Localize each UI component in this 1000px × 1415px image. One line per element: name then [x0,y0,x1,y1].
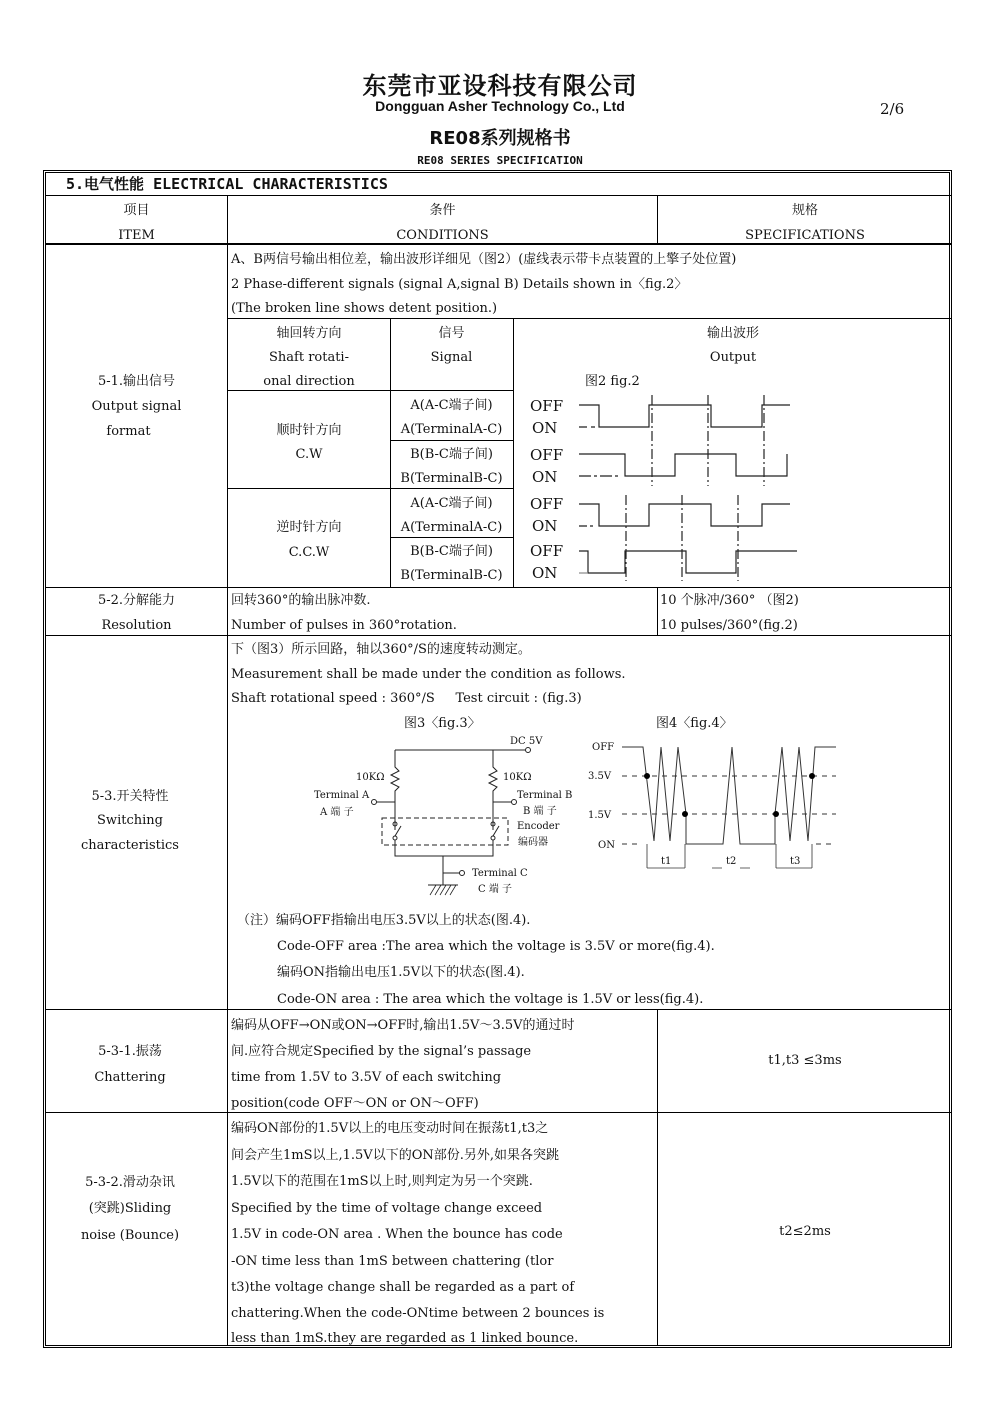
bounce-line: -ON time less than 1mS between chattering (tlor [231,1254,554,1269]
item-5-3-2-line: noise (Bounce) [80,1228,180,1243]
hdr-output-cn: 输出波形 [706,326,759,341]
row-5-1-desc-en: 2 Phase-different signals (signal A,signal B) Details shown in〈fig.2〉 [231,277,688,292]
page-number: 2/6 [880,100,905,118]
fig4-off-label: OFF [592,742,615,753]
col-header-spec-cn: 规格 [791,203,818,218]
company-name-en: Dongguan Asher Technology Co., Ltd [375,98,625,114]
divider [46,1112,952,1113]
bounce-line: 1.5V in code-ON area . When the bounce has code [231,1227,563,1242]
bounce-line: chattering.When the code-ONtime between 2 bounces is [231,1306,605,1321]
bounce-spec: t2≤2ms [779,1224,831,1239]
item-5-3-en-2: characteristics [81,838,179,853]
fig4-1.5v-label: 1.5V [588,810,612,821]
row-5-2-spec-cn: 10 个脉冲/360° （图2) [660,593,799,608]
ccw-cn: 逆时针方向 [276,520,342,535]
ccw-signal-b-en: B(TerminalB-C) [400,568,503,583]
hdr-signal-cn: 信号 [438,326,465,341]
document-subtitle: RE08 SERIES SPECIFICATION [417,154,583,167]
fig4-chattering-diagram [580,730,860,875]
crossing-point [809,773,815,779]
t1-label: t1 [661,856,672,867]
chattering-line: time from 1.5V to 3.5V of each switching [231,1070,502,1085]
ccw-signal-b-cn: B(B-C端子间) [410,544,493,559]
terminal-c-en: Terminal C [472,868,528,879]
row-5-1-note: (The broken line shows detent position.) [231,301,498,316]
cw-b-waveform [579,454,787,476]
wave-off-label: OFF [530,397,564,415]
terminal-c-cn: C 端 子 [478,884,513,895]
item-5-2-cn: 5-2.分解能力 [97,593,176,608]
hdr-direction-cn: 轴回转方向 [276,326,342,341]
item-5-3-2-line: (突跳)Sliding [88,1201,172,1216]
col-header-item-en: ITEM [118,228,155,243]
item-5-3-en: Switching [97,813,163,828]
res-a-label: 10KΩ [356,772,385,783]
encoder-cn: 编码器 [518,837,548,848]
row-5-2-spec-en: 10 pulses/360°(fig.2) [660,618,798,633]
ccw-signal-a-cn: A(A-C端子间) [410,496,493,511]
terminal-dc-icon [526,748,531,753]
terminal-a-en: Terminal A [314,790,370,801]
item-5-3-cn: 5-3.开关特性 [91,789,169,804]
wave-off-label: OFF [530,446,564,464]
crossing-point [682,811,688,817]
bounce-line: 间会产生1mS以上,1.5V以下的ON部份.另外,如果各突跳 [231,1148,559,1163]
res-b-label: 10KΩ [503,772,532,783]
t3-label: t3 [790,856,801,867]
item-5-1-en: Output signal [91,399,182,414]
fig2-label: 图2 fig.2 [585,374,640,389]
terminal-c-icon [460,871,465,876]
chattering-line: position(code OFF～ON or ON～OFF) [231,1096,479,1111]
t2-label: t2 [726,856,737,867]
wave-off-label: OFF [530,542,564,560]
row-5-3-cond-cn: 下（图3）所示回路，轴以360°/S的速度转动测定。 [231,642,531,657]
fig4-label: 图4〈fig.4〉 [656,716,733,731]
wave-on-label: ON [532,419,558,437]
cw-cn: 顺时针方向 [276,423,342,438]
hdr-direction-en-2: onal direction [263,374,355,389]
chattering-line: 编码从OFF→ON或ON→OFF时,输出1.5V～3.5V的通过时 [231,1018,575,1033]
ccw-b-waveform [579,551,797,573]
encoder-en: Encoder [517,821,560,832]
wave-on-label: ON [532,564,558,582]
col-header-item-cn: 项目 [123,203,150,218]
note-on-cn: 编码ON指输出电压1.5V以下的状态(图.4). [277,965,525,980]
bounce-line: 1.5V以下的范围在1mS以上时,则判定为另一个突跳. [231,1174,533,1189]
dc-5v-label: DC 5V [510,736,543,747]
bounce-line: Specified by the time of voltage change exceed [231,1201,543,1216]
item-5-1-en-2: format [106,424,151,439]
chattering-line: 间.应符合规定Specified by the signal’s passage [231,1044,532,1059]
ccw-signal-a-en: A(TerminalA-C) [400,520,503,535]
crossing-point [644,773,650,779]
terminal-b-en: Terminal B [517,790,573,801]
bounce-line: less than 1mS.they are regarded as 1 linked bounce. [231,1331,579,1346]
item-5-3-1-en: Chattering [94,1070,166,1085]
bounce-line: 编码ON部份的1.5V以上的电压变动时间在振荡t1,t3之 [231,1121,549,1136]
wave-on-label: ON [532,468,558,486]
company-name-cn: 东莞市亚设科技有限公司 [362,72,638,100]
fig4-3.5v-label: 3.5V [588,771,612,782]
fig3-test-circuit [300,730,580,905]
crossing-point [773,811,779,817]
wave-off-label: OFF [530,495,564,513]
col-header-spec-en: SPECIFICATIONS [745,228,865,243]
cw-en: C.W [295,447,323,462]
ccw-en: C.C.W [288,545,330,560]
fig2-waveform-diagram [514,391,814,587]
col-header-conditions-en: CONDITIONS [396,228,489,243]
note-off-cn: （注）编码OFF指输出电压3.5V以上的状态(图.4). [237,913,531,928]
fig3-label: 图3〈fig.3〉 [404,716,481,731]
cw-signal-a-cn: A(A-C端子间) [410,398,493,413]
cw-signal-b-cn: B(B-C端子间) [410,447,493,462]
col-header-conditions-cn: 条件 [429,203,456,218]
terminal-a-cn: A 端 子 [320,807,354,818]
row-5-3-cond-en: Measurement shall be made under the condition as follows. [231,667,626,682]
note-off-en: Code-OFF area :The area which the voltage is 3.5V or more(fig.4). [277,939,715,954]
wave-on-label: ON [532,517,558,535]
chattering-waveform [622,747,836,844]
hdr-signal-en: Signal [430,350,473,365]
hdr-direction-en: Shaft rotati- [269,350,349,365]
document-title: RE08系列规格书 [429,128,571,149]
bounce-line: t3)the voltage change shall be regarded as a part of [231,1280,575,1295]
terminal-b-icon [512,800,517,805]
row-5-2-cond-cn: 回转360°的输出脉冲数. [231,593,371,608]
hdr-output-en: Output [709,350,757,365]
note-on-en: Code-ON area : The area which the voltage is 1.5V or less(fig.4). [277,992,704,1007]
divider [657,587,658,635]
fig4-on-label: ON [598,840,615,851]
encoder-box [382,818,508,845]
item-5-1-cn: 5-1.输出信号 [97,374,176,389]
row-5-2-cond-en: Number of pulses in 360°rotation. [231,618,457,633]
item-5-3-1-cn: 5-3-1.振荡 [98,1044,162,1059]
ccw-a-waveform [579,504,790,526]
terminal-b-cn: B 端 子 [523,806,557,817]
section-title: 5.电气性能 ELECTRICAL CHARACTERISTICS [66,175,388,193]
item-5-3-2-line: 5-3-2.滑动杂讯 [85,1175,175,1190]
terminal-a-icon [372,800,377,805]
cw-signal-b-en: B(TerminalB-C) [400,471,503,486]
cw-a-waveform [579,405,790,427]
row-5-1-desc-cn: A、B两信号输出相位差，输出波形详细见（图2）(虚线表示带卡点装置的上擎子处位置) [231,252,737,267]
row-5-3-speed: Shaft rotational speed : 360°/S Test circuit : (fig.3) [231,691,582,706]
cw-signal-a-en: A(TerminalA-C) [400,422,503,437]
chattering-spec: t1,t3 ≤3ms [768,1053,842,1068]
item-5-2-en: Resolution [101,618,172,633]
